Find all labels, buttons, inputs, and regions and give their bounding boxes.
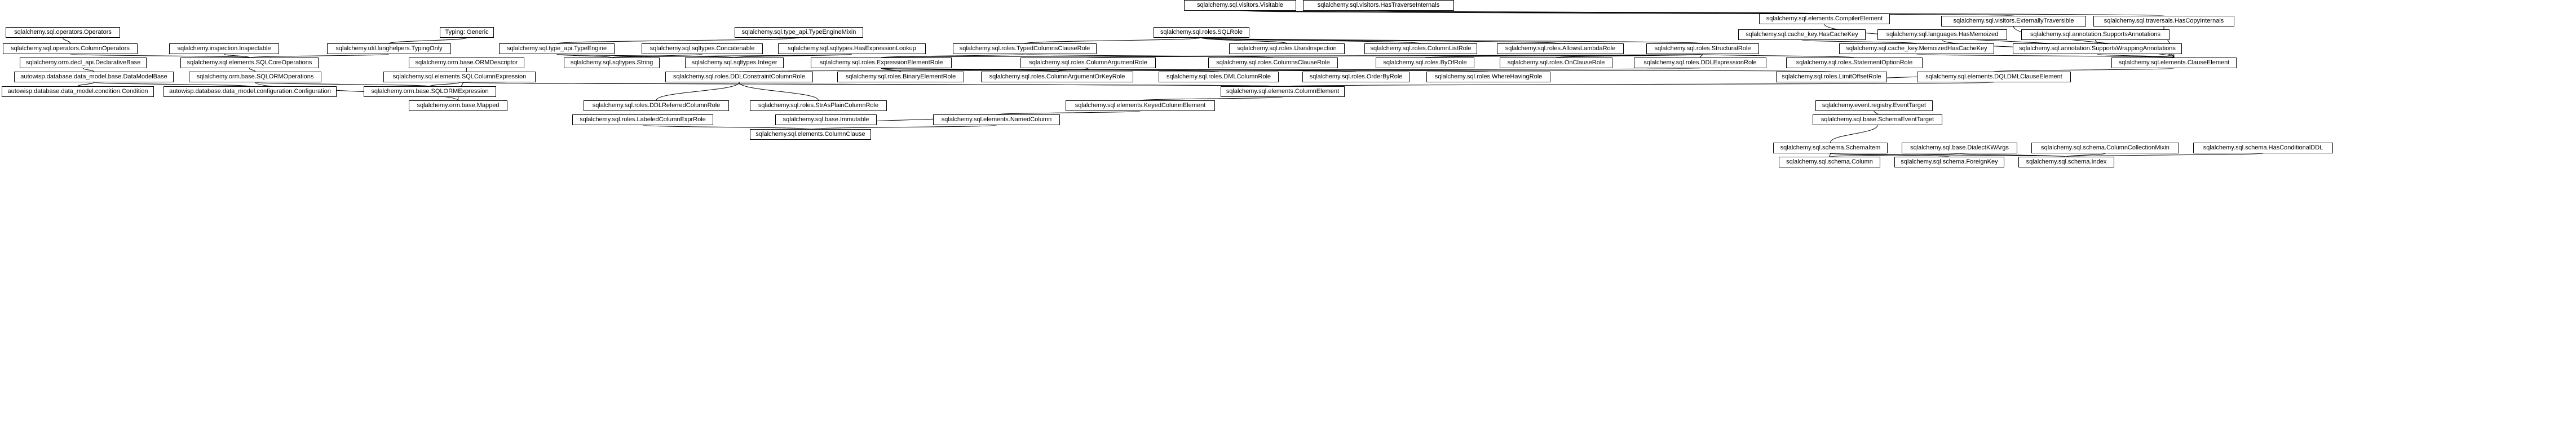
class-node[interactable]: sqlalchemy.sql.roles.OnClauseRole: [1500, 58, 1612, 68]
class-node[interactable]: sqlalchemy.sql.visitors.HasTraverseInternals: [1303, 0, 1454, 11]
class-node[interactable]: sqlalchemy.sql.elements.ClauseElement: [2111, 58, 2237, 68]
edge: [1831, 125, 1878, 143]
edge: [1201, 38, 1287, 43]
class-node[interactable]: sqlalchemy.orm.base.SQLORMExpression: [364, 86, 496, 97]
class-node[interactable]: sqlalchemy.sql.elements.NamedColumn: [933, 114, 1060, 125]
edge: [1025, 38, 1202, 43]
edge: [739, 82, 819, 100]
class-node[interactable]: sqlalchemy.sql.schema.ColumnCollectionMixin: [2031, 143, 2179, 153]
class-node[interactable]: sqlalchemy.sql.roles.DDLReferredColumnRole: [584, 100, 729, 111]
edge: [557, 38, 799, 43]
class-node[interactable]: sqlalchemy.sql.roles.ColumnArgumentOrKeyRole: [981, 72, 1133, 82]
class-node[interactable]: sqlalchemy.util.langhelpers.TypingOnly: [327, 43, 451, 54]
class-node[interactable]: sqlalchemy.sql.elements.SQLCoreOperations: [180, 58, 319, 68]
class-node[interactable]: sqlalchemy.sql.schema.Index: [2018, 157, 2114, 167]
class-node[interactable]: sqlalchemy.sql.roles.StatementOptionRole: [1786, 58, 1923, 68]
class-node[interactable]: sqlalchemy.sql.base.SchemaEventTarget: [1813, 114, 1942, 125]
edge: [78, 82, 94, 86]
class-node[interactable]: sqlalchemy.sql.roles.ByOfRole: [1376, 58, 1474, 68]
class-node[interactable]: sqlalchemy.sql.roles.ColumnsClauseRole: [1208, 58, 1338, 68]
class-node[interactable]: sqlalchemy.sql.roles.AllowsLambdaRole: [1497, 43, 1624, 54]
class-node[interactable]: sqlalchemy.sql.sqltypes.String: [564, 58, 660, 68]
class-node[interactable]: sqlalchemy.sql.schema.SchemaItem: [1773, 143, 1888, 153]
class-node[interactable]: sqlalchemy.sql.traversals.HasCopyInternals: [2093, 16, 2234, 26]
class-node[interactable]: sqlalchemy.sql.type_api.TypeEngine: [499, 43, 615, 54]
class-node[interactable]: sqlalchemy.sql.roles.ExpressionElementRole: [811, 58, 952, 68]
class-node[interactable]: sqlalchemy.orm.decl_api.DeclarativeBase: [20, 58, 147, 68]
edge: [94, 82, 250, 86]
class-node[interactable]: sqlalchemy.sql.roles.OrderByRole: [1302, 72, 1409, 82]
edge: [389, 38, 467, 43]
edge: [255, 82, 430, 86]
edge: [1201, 38, 1703, 43]
edge: [1240, 11, 2014, 16]
class-node[interactable]: sqlalchemy.sql.roles.LabeledColumnExprRole: [572, 114, 713, 125]
class-node[interactable]: autowisp.database.data_model.base.DataModelBase: [14, 72, 174, 82]
class-node[interactable]: sqlalchemy.sql.visitors.ExternallyTraversible: [1941, 16, 2086, 26]
class-node[interactable]: sqlalchemy.sql.schema.Column: [1779, 157, 1880, 167]
class-node[interactable]: sqlalchemy.sql.annotation.SupportsWrappingAnnotations: [2013, 43, 2182, 54]
class-node[interactable]: sqlalchemy.sql.base.DialectKWArgs: [1902, 143, 2017, 153]
class-node[interactable]: sqlalchemy.sql.base.Immutable: [775, 114, 877, 125]
edge: [63, 38, 70, 43]
class-node[interactable]: sqlalchemy.sql.cache_key.MemoizedHasCacheKey: [1839, 43, 1994, 54]
edge: [656, 82, 739, 100]
class-node[interactable]: sqlalchemy.orm.base.Mapped: [409, 100, 507, 111]
class-node[interactable]: sqlalchemy.sql.roles.DDLConstraintColumnRole: [665, 72, 813, 82]
edge: [430, 82, 460, 86]
class-node[interactable]: sqlalchemy.sql.elements.SQLColumnExpression: [383, 72, 536, 82]
edge: [811, 125, 997, 129]
edge: [1201, 38, 1421, 43]
class-node[interactable]: autowisp.database.data_model.configuration.Configuration: [164, 86, 337, 97]
class-node[interactable]: sqlalchemy.sql.roles.ColumnArgumentRole: [1020, 58, 1156, 68]
class-node[interactable]: sqlalchemy.sql.elements.ColumnClause: [750, 129, 871, 140]
class-node[interactable]: sqlalchemy.sql.sqltypes.Concatenable: [642, 43, 763, 54]
class-node[interactable]: sqlalchemy.sql.sqltypes.HasExpressionLookup: [778, 43, 926, 54]
class-node[interactable]: sqlalchemy.sql.operators.ColumnOperators: [3, 43, 138, 54]
edge: [1201, 38, 1561, 43]
class-node[interactable]: sqlalchemy.sql.cache_key.HasCacheKey: [1738, 29, 1866, 40]
class-node[interactable]: sqlalchemy.sql.schema.ForeignKey: [1894, 157, 2004, 167]
class-node[interactable]: sqlalchemy.sql.sqltypes.Integer: [685, 58, 784, 68]
class-node[interactable]: sqlalchemy.sql.operators.Operators: [6, 27, 120, 38]
edge: [643, 125, 811, 129]
class-node[interactable]: sqlalchemy.sql.roles.DMLColumnRole: [1159, 72, 1279, 82]
class-node[interactable]: sqlalchemy.sql.roles.TypedColumnsClauseRole: [953, 43, 1097, 54]
class-node[interactable]: sqlalchemy.sql.roles.SQLRole: [1154, 27, 1249, 38]
class-node[interactable]: Typing: Generic: [440, 27, 494, 38]
edge: [459, 82, 1283, 86]
class-node[interactable]: sqlalchemy.sql.annotation.SupportsAnnotations: [2021, 29, 2170, 40]
class-node[interactable]: sqlalchemy.sql.roles.StrAsPlainColumnRole: [750, 100, 887, 111]
class-node[interactable]: sqlalchemy.sql.elements.CompilerElement: [1759, 14, 1890, 24]
edge: [1378, 11, 1824, 14]
class-node[interactable]: sqlalchemy.sql.schema.HasConditionalDDL: [2193, 143, 2333, 153]
class-node[interactable]: sqlalchemy.sql.type_api.TypeEngineMixin: [735, 27, 863, 38]
edge: [1283, 82, 1994, 86]
class-node[interactable]: sqlalchemy.inspection.Inspectable: [169, 43, 279, 54]
edge: [1240, 11, 1825, 14]
class-node[interactable]: sqlalchemy.sql.roles.StructuralRole: [1646, 43, 1759, 54]
class-node[interactable]: sqlalchemy.sql.elements.KeyedColumnElement: [1066, 100, 1215, 111]
class-node[interactable]: sqlalchemy.sql.roles.LimitOffsetRole: [1776, 72, 1887, 82]
class-node[interactable]: sqlalchemy.sql.roles.BinaryElementRole: [837, 72, 964, 82]
class-node[interactable]: sqlalchemy.sql.elements.DQLDMLClauseElement: [1917, 72, 2071, 82]
class-node[interactable]: sqlalchemy.orm.base.SQLORMOperations: [189, 72, 321, 82]
class-node[interactable]: sqlalchemy.sql.roles.UsesInspection: [1229, 43, 1345, 54]
class-node[interactable]: sqlalchemy.sql.roles.ColumnListRole: [1364, 43, 1477, 54]
class-node[interactable]: sqlalchemy.sql.languages.HasMemoized: [1877, 29, 2007, 40]
class-node[interactable]: sqlalchemy.orm.base.ORMDescriptor: [409, 58, 524, 68]
class-node[interactable]: sqlalchemy.sql.roles.WhereHavingRole: [1426, 72, 1550, 82]
edge: [459, 82, 1283, 86]
class-node[interactable]: sqlalchemy.sql.visitors.Visitable: [1184, 0, 1296, 11]
class-node[interactable]: sqlalchemy.sql.elements.ColumnElement: [1221, 86, 1345, 97]
class-node[interactable]: sqlalchemy.event.registry.EventTarget: [1815, 100, 1933, 111]
class-node[interactable]: sqlalchemy.sql.roles.DDLExpressionRole: [1634, 58, 1766, 68]
class-node[interactable]: autowisp.database.data_model.condition.Condition: [2, 86, 154, 97]
